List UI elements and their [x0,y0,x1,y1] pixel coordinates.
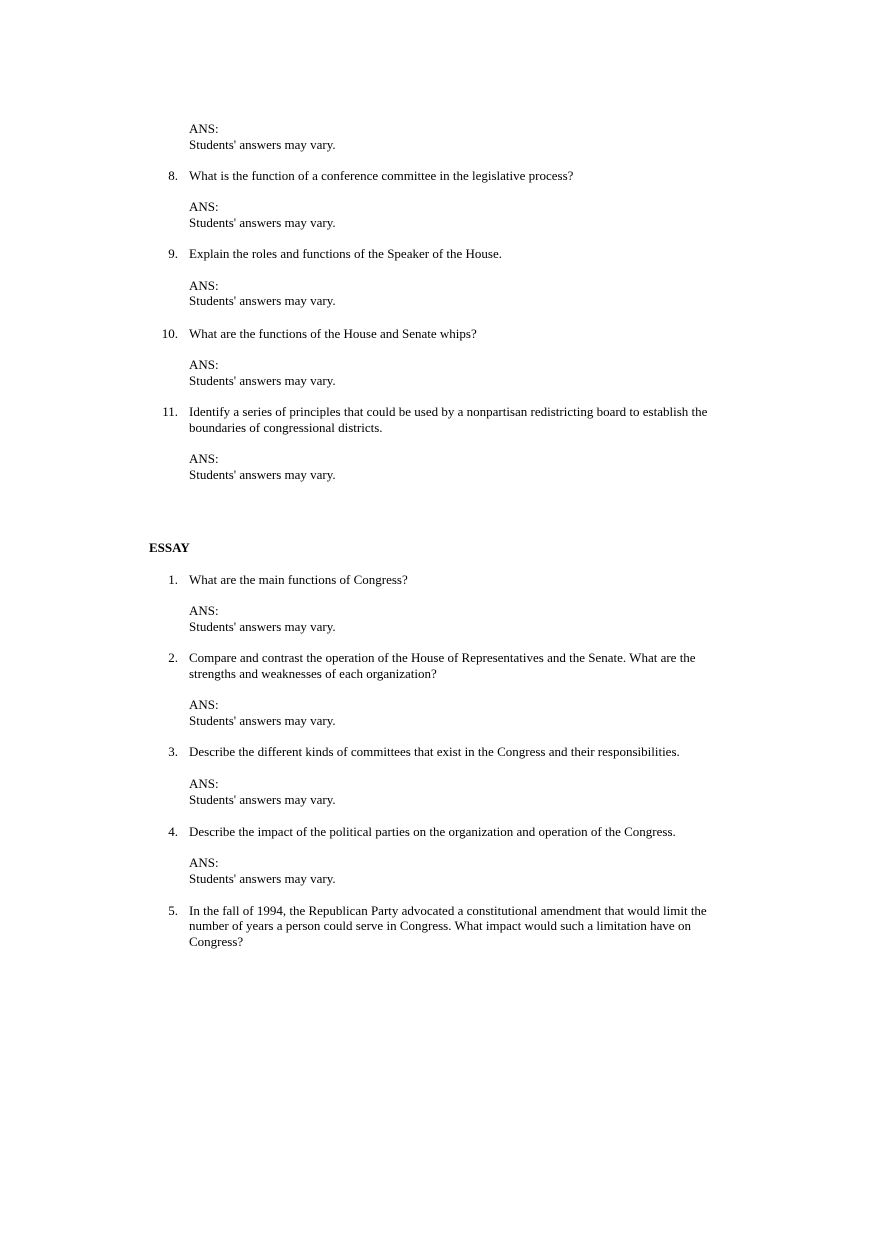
answer-label: ANS: [189,357,219,372]
answer-text: Students' answers may vary. [189,137,336,152]
answer-label: ANS: [189,199,219,214]
answer-label: ANS: [189,121,219,136]
answer-text: Students' answers may vary. [189,792,336,807]
question-number: 2. [168,650,178,665]
answer-label: ANS: [189,451,219,466]
answer-text: Students' answers may vary. [189,467,336,482]
question-text: What are the main functions of Congress? [189,572,408,587]
question-number: 4. [168,824,178,839]
question-number: 3. [168,744,178,759]
answer-text: Students' answers may vary. [189,373,336,388]
answer-text: Students' answers may vary. [189,215,336,230]
question-number: 5. [168,903,178,918]
answer-label: ANS: [189,278,219,293]
question-number: 9. [168,246,178,261]
question-text-line-1: Identify a series of principles that could be used by a nonpartisan redistricting board to establish the [189,404,708,419]
question-text-line-2: number of years a person could serve in Congress. What impact would such a limitation have on [189,918,691,933]
question-number: 11. [162,404,178,419]
question-number: 1. [168,572,178,587]
question-text-line-1: Compare and contrast the operation of the House of Representatives and the Senate. What are the [189,650,696,665]
question-number: 8. [168,168,178,183]
question-text-line-2: boundaries of congressional districts. [189,420,383,435]
question-text: Describe the impact of the political parties on the organization and operation of the Congress. [189,824,676,839]
answer-text: Students' answers may vary. [189,293,336,308]
question-number: 10. [161,326,178,341]
answer-label: ANS: [189,855,219,870]
answer-text: Students' answers may vary. [189,713,336,728]
question-text-line-3: Congress? [189,934,244,949]
question-text: What are the functions of the House and Senate whips? [189,326,477,341]
question-text: Explain the roles and functions of the Speaker of the House. [189,246,502,261]
answer-label: ANS: [189,603,219,618]
answer-label: ANS: [189,776,219,791]
question-text-line-2: strengths and weaknesses of each organization? [189,666,437,681]
section-heading-essay: ESSAY [149,540,190,555]
question-text-line-1: In the fall of 1994, the Republican Party advocated a constitutional amendment that would limit the [189,903,707,918]
question-text: What is the function of a conference committee in the legislative process? [189,168,574,183]
answer-text: Students' answers may vary. [189,871,336,886]
answer-label: ANS: [189,697,219,712]
question-text: Describe the different kinds of committees that exist in the Congress and their responsibilities. [189,744,680,759]
answer-text: Students' answers may vary. [189,619,336,634]
